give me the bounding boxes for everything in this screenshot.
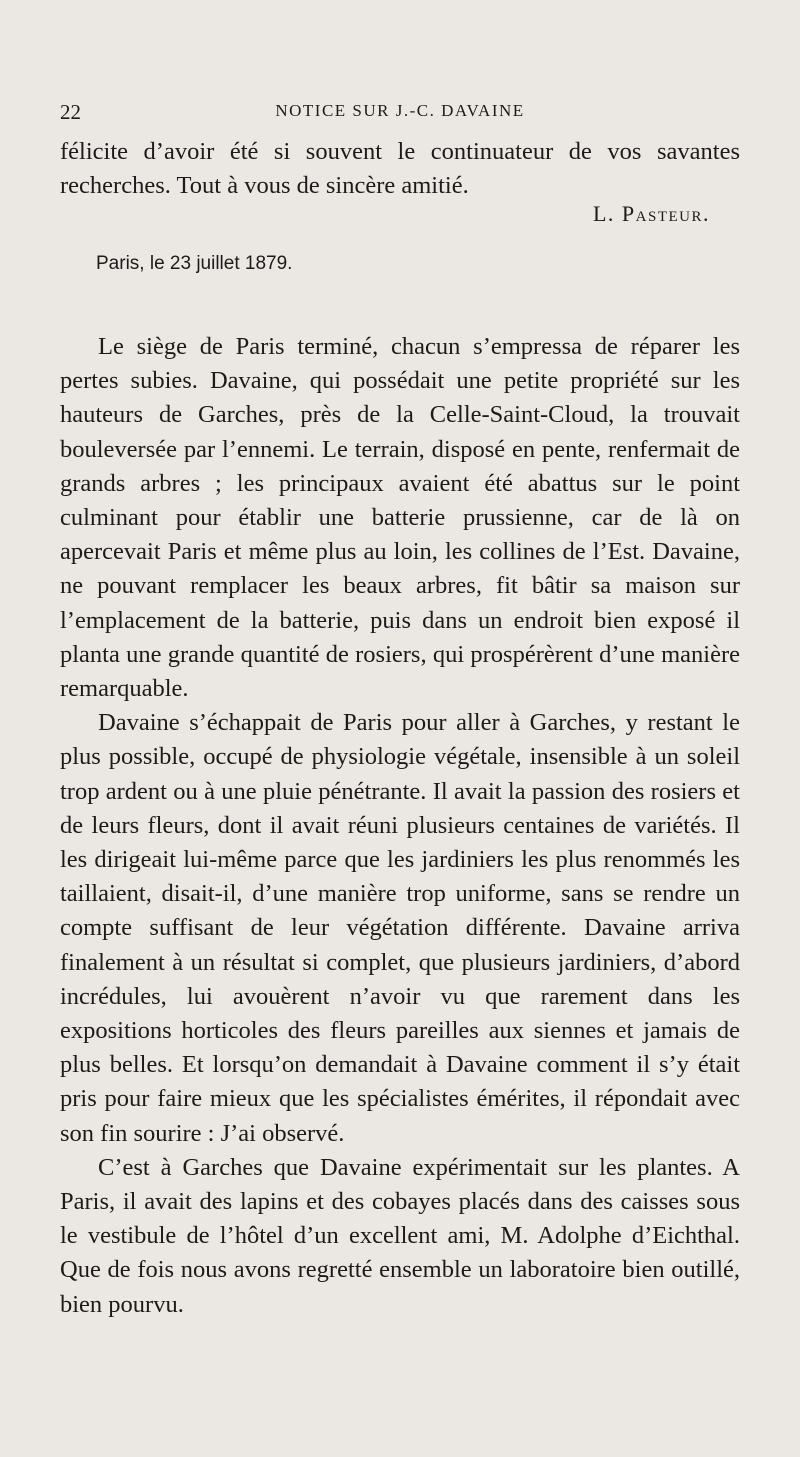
running-head (60, 100, 740, 124)
paragraph-rosiers: Davaine s’échappait de Paris pour aller à Garches, y restant le plus possible, occupé de physiologie végétale, insensible à un soleil trop ardent ou à une pluie pénétrante. Il avait la passion des rosiers et de leurs fleurs, dont il avait réuni plusieurs centaines de variétés. Il les dirigeait lui-même parce que les jardiniers les plus renommés les taillaient, disait-il, d’une manière trop uniforme, sans se rendre un compte suffisant de leur végétation différente. Davaine arriva finalement à un résultat si complet, que plusieurs jardiniers, d’abord incrédules, lui avouèrent n’avoir vu que rarement dans les expositions horticoles des fleurs pareilles aux siennes et jamais de plus belles. Et lorsqu’on demandait à Davaine comment il s’y était pris pour faire mieux que les spécialistes émérites, il répondait avec son fin sourire : J’ai observé. (60, 709, 740, 1147)
running-head-title: NOTICE SUR J.-C. DAVAINE (275, 101, 525, 120)
letter-closing (60, 135, 740, 203)
page-number: 22 (60, 100, 81, 124)
paragraph-siege: Le siège de Paris terminé, chacun s’empressa de réparer les pertes subies. Davaine, qui possédait une petite propriété sur les hauteurs de Garches, près de la Celle-Saint-Cloud, la trouvait bouleversée par l’ennemi. Le terrain, disposé en pente, renfermait de grands arbres ; les principaux avaient été abattus sur le point culminant pour établir une batterie prussienne, car de là on apercevait Paris et même plus au loin, les collines de l’Est. Davaine, ne pouvant remplacer les beaux arbres, fit bâtir sa maison sur l’emplacement de la batterie, puis dans un endroit bien exposé il planta une grande quantité de rosiers, qui prospérèrent d’une manière remarquable. (60, 333, 740, 703)
paragraph-experiences: C’est à Garches que Davaine expérimentait sur les plantes. A Paris, il avait des lapins et des cobayes placés dans des caisses sous le vestibule de l’hôtel d’un excellent ami, M. Adolphe d’Eichthal. Que de fois nous avons regretté ensemble un laboratoire bien outillé, bien pourvu. (60, 1153, 740, 1318)
body-text (60, 330, 740, 1322)
signature-name: Pasteur. (621, 201, 710, 226)
signature-initial: L. (592, 201, 615, 226)
letter-signature (593, 201, 710, 227)
letter-dateline: Paris, le 23 juillet 1879. (96, 253, 293, 274)
letter-closing-text: félicite d’avoir été si souvent le continuateur de vos savantes recherches. Tout à vous de sincère amitié. (60, 138, 740, 200)
